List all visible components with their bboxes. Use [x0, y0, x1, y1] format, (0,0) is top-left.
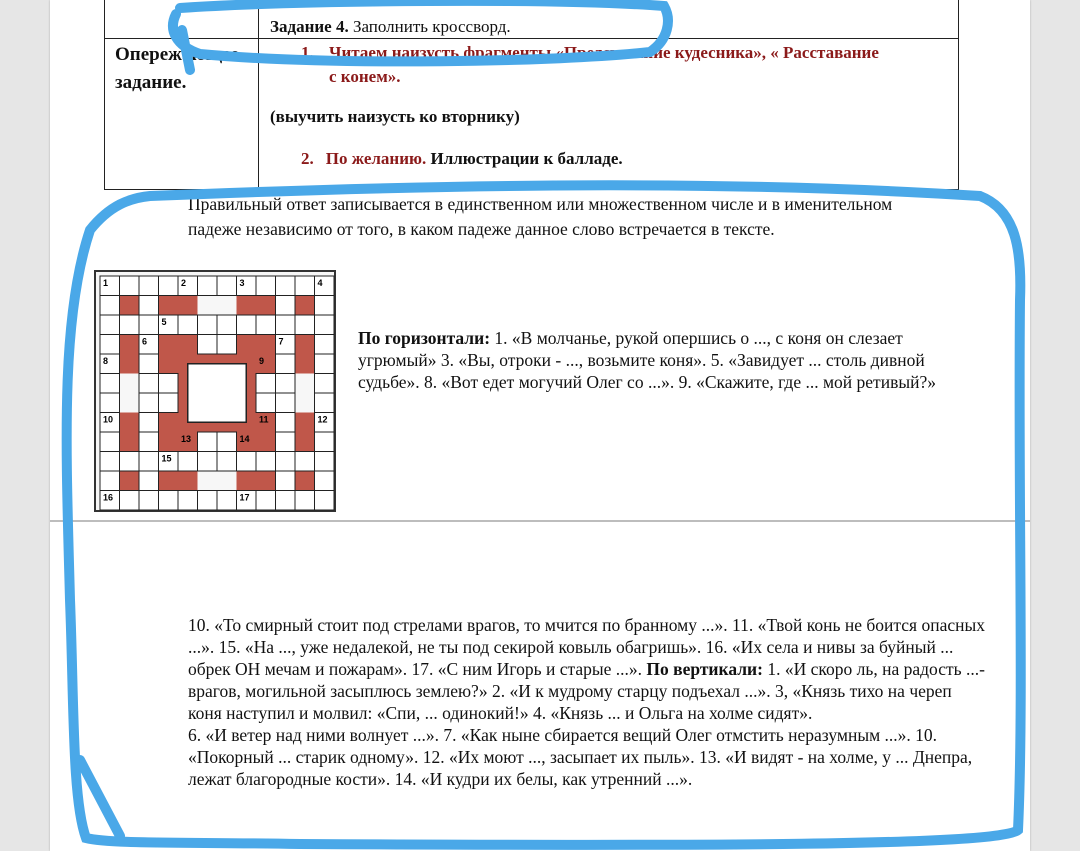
- crossword-cell: [256, 452, 276, 472]
- crossword-cell: [139, 315, 159, 335]
- crossword-cell: [315, 432, 335, 452]
- horizontal-clues-continued: 10. «То смирный стоит под стрелами врагов, то мчится по бранному ...». 11. «Твой конь не боится опасных ...». 15. «На ..., уже недалекой, не ты под секирой ковыль обагришь». 16. «Их села и нивы за буйный ... обрек ОН мечам и пожарам». 17. «С ним Игорь и старые ...».: [188, 615, 985, 679]
- crossword-cell: [120, 276, 140, 296]
- crossword-cell: [217, 335, 237, 355]
- crossword-cell: [276, 393, 296, 413]
- crossword-cell: [100, 374, 120, 394]
- crossword-cell: [178, 315, 198, 335]
- vertical-clues-text-2: 6. «И ветер над ними волнует ...». 7. «Как ныне сбирается вещий Олег отмстить неразумным ...». 10. «Покорный ... старик одному». 12. «Их моют ..., засыпает их пыль». 13. «И видят - на холме, у ... Днепра, лежат благородные кости». 14. «И кудри их белы, как утренний ...».: [188, 725, 973, 789]
- crossword-cell: [315, 335, 335, 355]
- list-number-2: 2.: [301, 149, 314, 168]
- homework-table: [104, 0, 959, 190]
- crossword-cell: [139, 393, 159, 413]
- task-text: Заполнить кроссворд.: [348, 17, 511, 36]
- memorize-note: (выучить наизусть ко вторнику): [270, 107, 520, 126]
- horizontal-clues-text: 1. «В молчанье, рукой опершись о ..., с коня он слезает угрюмый» 3. «Вы, отроки - ..., возьмите коня». 5. «Завидует ... столь дивной судьбе». 8. «Вот едет могучий Олег со ...». 9. «Скажите, где ... мой ретивый?»: [358, 328, 936, 392]
- crossword-cell: [276, 413, 296, 433]
- crossword-cell: [139, 276, 159, 296]
- crossword-cell: [139, 374, 159, 394]
- crossword-cell: [217, 315, 237, 335]
- crossword-number: 4: [317, 278, 323, 288]
- crossword-number: 13: [181, 434, 192, 444]
- crossword-number: 8: [103, 356, 109, 366]
- horizontal-label: По горизонтали:: [358, 328, 491, 348]
- crossword-cell: [237, 452, 257, 472]
- crossword-cell: [256, 393, 276, 413]
- crossword-cell: [139, 354, 159, 374]
- crossword-number: 16: [103, 492, 114, 503]
- crossword-number: 17: [239, 492, 250, 503]
- crossword-number: 11: [259, 414, 269, 425]
- crossword-cell: [295, 491, 315, 511]
- crossword-cell: [139, 471, 159, 491]
- list-item-2: [301, 149, 623, 169]
- list-number-1: 1.: [301, 43, 314, 62]
- crossword-number: 9: [259, 356, 265, 366]
- crossword-cell: [139, 432, 159, 452]
- task-4-cell: [270, 17, 511, 37]
- crossword-number: 6: [142, 336, 148, 347]
- vertical-label: По вертикали:: [646, 659, 763, 679]
- crossword-cell: [276, 354, 296, 374]
- crossword-cell: [217, 432, 237, 452]
- crossword-cell: [276, 432, 296, 452]
- crossword-number: 15: [161, 453, 172, 464]
- crossword-cell: [256, 315, 276, 335]
- crossword-cell: [100, 471, 120, 491]
- crossword-cell: [276, 471, 296, 491]
- crossword-number: 1: [103, 278, 109, 288]
- crossword-cell: [159, 393, 179, 413]
- crossword-cell: [100, 315, 120, 335]
- crossword-cell: [315, 452, 335, 472]
- crossword-cell: [178, 452, 198, 472]
- crossword-cell: [100, 432, 120, 452]
- crossword-cell: [120, 315, 140, 335]
- crossword-cell: [256, 374, 276, 394]
- table-row-divider: [105, 38, 958, 39]
- crossword-cell: [276, 491, 296, 511]
- crossword-cell: [315, 354, 335, 374]
- crossword-cell: [198, 491, 218, 511]
- clues-continued: [188, 614, 988, 790]
- table-column-divider: [258, 0, 259, 189]
- crossword-number: 12: [317, 414, 328, 425]
- crossword-cell: [159, 491, 179, 511]
- horizontal-clues: [358, 327, 968, 393]
- crossword-cell: [139, 452, 159, 472]
- crossword-number: 3: [239, 278, 245, 288]
- crossword-cell: [315, 374, 335, 394]
- list-item-2-red: По желанию.: [325, 149, 427, 168]
- crossword-number: 5: [161, 317, 167, 327]
- crossword-cell: [315, 296, 335, 316]
- crossword-cell: [159, 374, 179, 394]
- crossword-cell: [139, 413, 159, 433]
- crossword-cell: [315, 393, 335, 413]
- crossword-number: 14: [239, 434, 250, 444]
- crossword-cell: [159, 276, 179, 296]
- crossword-cell: [198, 276, 218, 296]
- crossword-cell: [198, 432, 218, 452]
- crossword-cell: [217, 276, 237, 296]
- page-break-divider: [50, 520, 1030, 522]
- crossword-cell: [139, 491, 159, 511]
- crossword-cell: [256, 491, 276, 511]
- crossword-cell: [276, 452, 296, 472]
- vertical-clues-text-1: 1. «И скоро ль, на радость ...-врагов, могильной засыплюсь землею?» 2. «И к мудрому старцу подъехал ...». 3, «Князь тихо на череп коня наступил и молвил: «Спи, ... одинокий!» 4. «Князь ... и Ольга на холме сидят».: [188, 659, 985, 723]
- instruction-text: Правильный ответ записывается в единственном или множественном числе и в именительном падеже независимо от того, в каком падеже данное слово встречается в тексте.: [188, 194, 893, 239]
- crossword-cell: [139, 296, 159, 316]
- list-item-1-text: Читаем наизусть фрагменты «Предсказание кудесника», « Расставание с конем».: [329, 43, 879, 86]
- crossword-cell: [120, 491, 140, 511]
- crossword-cell: [315, 471, 335, 491]
- advance-task-label: Опережающее задание.: [115, 44, 239, 93]
- crossword-cell: [295, 276, 315, 296]
- crossword-number: 7: [278, 336, 284, 347]
- crossword-cell: [295, 315, 315, 335]
- crossword-cell: [237, 315, 257, 335]
- crossword-cell: [198, 335, 218, 355]
- crossword-cell: [198, 452, 218, 472]
- crossword-cell: [198, 315, 218, 335]
- crossword-cell: [217, 491, 237, 511]
- crossword-cell: [120, 452, 140, 472]
- crossword-cell: [276, 296, 296, 316]
- crossword-cell: [315, 491, 335, 511]
- crossword-cell: [315, 315, 335, 335]
- list-item-2-text: Иллюстрации к балладе.: [426, 149, 623, 168]
- crossword-cell: [178, 491, 198, 511]
- crossword-cell: [276, 374, 296, 394]
- crossword-grid: [94, 270, 336, 512]
- crossword-cell: [256, 276, 276, 296]
- crossword-cell: [295, 452, 315, 472]
- crossword-number: 10: [103, 414, 114, 425]
- crossword-cell: [276, 276, 296, 296]
- document-page: [50, 0, 1030, 851]
- crossword-cell: [100, 335, 120, 355]
- crossword-cell: [100, 296, 120, 316]
- crossword-cell: [100, 393, 120, 413]
- crossword-cell: [217, 452, 237, 472]
- crossword-center: [188, 364, 247, 423]
- crossword-number: 2: [181, 278, 187, 288]
- crossword-cell: [276, 315, 296, 335]
- crossword-cell: [100, 452, 120, 472]
- task-label: Задание 4.: [270, 17, 349, 36]
